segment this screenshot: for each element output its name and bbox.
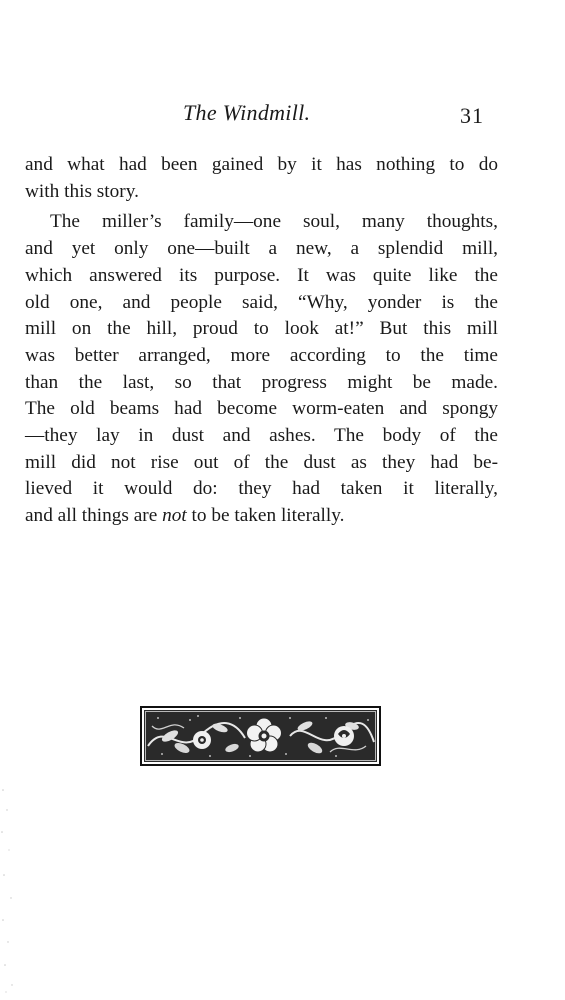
text-line: mill on the hill, proud to look at!” But this mill (25, 318, 498, 340)
text-line: was better arranged, more according to the time (25, 344, 498, 366)
text-line: and what had been gained by it has nothing to do (25, 154, 498, 175)
text-line: than the last, so that progress might be made. (25, 371, 498, 393)
tailpiece-ornament (140, 706, 381, 766)
text-line: old one, and people said, “Why, yonder is the (25, 291, 498, 313)
body-text (25, 152, 498, 530)
text-line: The old beams had become worm-eaten and spongy (25, 398, 498, 420)
text-line: mill did not rise out of the dust as they had be- (25, 451, 498, 473)
text-line: and yet only one—built a new, a splendid mill, (25, 238, 498, 260)
text-line: The miller’s family—one soul, many thoughts, (50, 211, 498, 233)
final-line-end: to be taken literally. (186, 505, 345, 527)
page-number: 31 (460, 103, 484, 128)
running-title: The Windmill. (183, 100, 311, 125)
paragraph-2 (25, 209, 498, 529)
final-line-start: and all things are (25, 505, 163, 527)
emphasis-word: not (162, 505, 187, 527)
text-line: with this story. (25, 180, 139, 202)
paragraph-1 (25, 152, 498, 205)
text-line-final (25, 503, 498, 530)
text-line: which answered its purpose. It was quite like the (25, 264, 498, 286)
page-edge-speckle (0, 780, 20, 1000)
page-header (0, 100, 565, 130)
text-line: lieved it would do: they had taken it literally, (25, 478, 498, 500)
text-line: —they lay in dust and ashes. The body of the (25, 425, 498, 447)
